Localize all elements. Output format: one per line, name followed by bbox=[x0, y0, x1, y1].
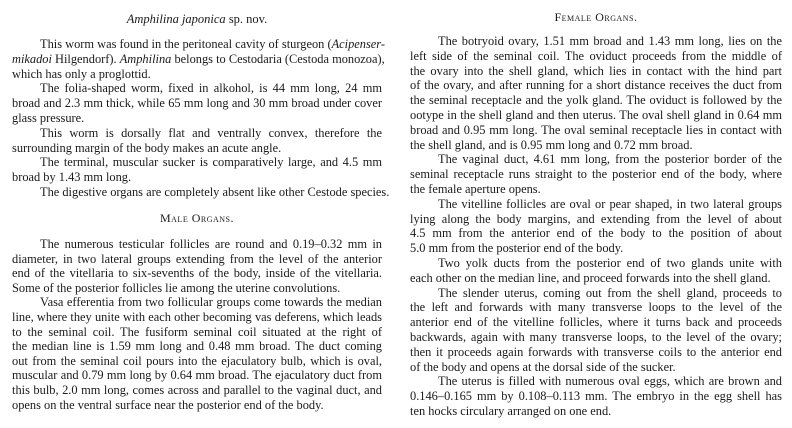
text-span: anterior end of the vitelline follicles, where it turns back and proceeds bbox=[410, 315, 782, 330]
text-line bbox=[40, 126, 382, 140]
text-line bbox=[12, 111, 382, 125]
text-span: The numerous testicular follicles are round and 0.19–0.32 mm in bbox=[40, 237, 382, 251]
male-organs-heading: Male Organs. bbox=[159, 211, 234, 225]
text-span: The slender uterus, coming out from the shell gland, proceeds to bbox=[438, 285, 782, 300]
text-span: seminal receptacle runs straight to the posterior end of the body, where bbox=[410, 167, 782, 182]
text-line bbox=[12, 170, 382, 184]
text-line bbox=[40, 185, 390, 199]
text-line bbox=[410, 78, 782, 92]
text-span: diameter, in two lateral groups extending from the level of the anterior bbox=[12, 251, 382, 266]
text-span: The vaginal duct, 4.61 mm long, from the posterior border of the bbox=[438, 152, 782, 167]
text-line bbox=[40, 37, 386, 51]
text-line bbox=[410, 330, 782, 344]
text-span: Vasa efferentia from two follicular groups come towards the median bbox=[40, 295, 382, 310]
text-span: line, where they unite with each other becoming vas deferens, which leads bbox=[12, 310, 382, 324]
text-span: Two yolk ducts from the posterior end of two glands unite with bbox=[438, 256, 782, 270]
text-span: each other on the median line, and proceed forwards into the shell gland. bbox=[410, 270, 771, 285]
text-line bbox=[410, 138, 782, 152]
text-line bbox=[410, 182, 782, 196]
text-span: This worm is dorsally flat and ventrally convex, therefore the bbox=[40, 125, 382, 140]
text-span: which has only a proglottid. bbox=[12, 66, 151, 81]
text-line bbox=[410, 345, 782, 359]
text-span: the female aperture opens. bbox=[410, 182, 541, 196]
text-span: the median line is 1.59 mm long and 0.48 mm broad. The duct coming bbox=[12, 339, 382, 354]
text-line bbox=[410, 360, 782, 374]
text-line bbox=[12, 383, 382, 397]
text-line bbox=[12, 252, 382, 266]
text-line bbox=[410, 300, 782, 314]
text-line bbox=[40, 237, 382, 251]
text-span: The folia-shaped worm, fixed in alkohol, is 44 mm long, 24 mm bbox=[40, 81, 382, 96]
text-line bbox=[12, 141, 382, 155]
text-line bbox=[410, 108, 782, 122]
italic-text: Amphilina japonica bbox=[126, 12, 226, 26]
text-line bbox=[438, 286, 782, 300]
text-span: broad by 1.43 mm long. bbox=[12, 170, 132, 185]
text-span: to the seminal coil. The fusiform seminal coil situated at the right of bbox=[12, 324, 382, 339]
text-line bbox=[12, 67, 382, 81]
text-line bbox=[438, 197, 782, 211]
text-span: Some of the posterior follicles lie among the uterine convolutions. bbox=[12, 280, 341, 295]
text-line bbox=[410, 271, 782, 285]
text-span: The vitelline follicles are oval or pear shaped, in two lateral groups bbox=[438, 196, 782, 211]
text-line bbox=[410, 64, 782, 78]
text-line bbox=[410, 123, 782, 137]
text-line bbox=[12, 266, 382, 280]
italic-text: Amphilina bbox=[119, 51, 172, 66]
text-line bbox=[438, 152, 782, 166]
text-line bbox=[12, 281, 382, 295]
text-line bbox=[12, 354, 382, 368]
text-span: Hilgendorf). bbox=[51, 51, 120, 66]
text-span: belongs to Cestodaria (Cestoda monozoa), bbox=[171, 51, 385, 66]
text-span: muscular and 0.79 mm long by 0.64 mm broad. The ejaculatory duct from bbox=[12, 368, 382, 383]
text-span: out from the seminal coil pours into the ejaculatory bulb, which is oval, bbox=[12, 353, 382, 368]
text-line bbox=[410, 404, 782, 418]
text-line bbox=[12, 51, 385, 66]
text-span: end of the vitellaria to six-sevenths of the body, inside of the vitellaria. bbox=[12, 266, 382, 281]
text-span: this bulb, 2.0 mm long, comes across and parallel to the vaginal duct, and bbox=[12, 383, 382, 397]
text-line bbox=[40, 295, 382, 309]
text-span: the shell gland, and is 0.95 mm long and 0.72 mm broad. bbox=[410, 137, 693, 152]
text-line bbox=[438, 34, 782, 48]
text-line bbox=[410, 226, 782, 240]
text-line bbox=[410, 389, 782, 403]
text-line bbox=[40, 155, 382, 169]
text-line bbox=[410, 167, 782, 181]
text-span: the ovary into the shell gland, which lies in contact with the hind part bbox=[410, 63, 782, 78]
text-line bbox=[410, 49, 782, 63]
text-line bbox=[410, 93, 782, 107]
text-span: The terminal, muscular sucker is comparatively large, and 4.5 mm bbox=[40, 155, 382, 170]
italic-text: mikadoi bbox=[12, 51, 52, 66]
text-line bbox=[12, 310, 382, 324]
text-line bbox=[438, 256, 782, 270]
text-span: the left and forwards with many transverse loops to the level of the bbox=[410, 300, 782, 315]
text-span: of the body and opens at the dorsal side of the sucker. bbox=[410, 359, 676, 374]
text-line bbox=[12, 398, 382, 412]
text-span: broad and 2.3 mm thick, while 65 mm long and 30 mm broad under cover bbox=[12, 96, 382, 111]
text-line bbox=[410, 241, 782, 255]
text-span: The uterus is filled with numerous oval eggs, which are brown and bbox=[438, 374, 782, 389]
text-span: then it proceeds again forwards with transverse coils to the anterior end bbox=[410, 344, 782, 359]
text-span: the seminal receptacle and the yolk gland. The oviduct is followed by the bbox=[410, 93, 782, 108]
text-span: surrounding margin of the body makes an acute angle. bbox=[12, 140, 282, 155]
text-span: glass pressure. bbox=[12, 111, 85, 125]
species-title bbox=[12, 12, 382, 27]
text-line bbox=[438, 374, 782, 388]
text-span: 4.5 mm from the anterior end of the body to the position of about bbox=[410, 226, 782, 241]
text-span: backwards, again with many transverse loops, to the level of the ovary; bbox=[410, 330, 782, 344]
text-span: ootype in the shell gland and then uterus. The oval shell gland in 0.64 mm bbox=[410, 108, 782, 122]
text-span: sp. nov. bbox=[225, 12, 268, 26]
text-span: 5.0 mm from the posterior end of the body. bbox=[410, 241, 624, 256]
text-span: This worm was found in the peritoneal cavity of sturgeon ( bbox=[40, 37, 332, 51]
text-span: left side of the seminal coil. The oviduct proceeds from the middle of bbox=[410, 48, 782, 63]
text-span: 0.146–0.165 mm by 0.108–0.113 mm. The embryo in the egg shell has bbox=[410, 389, 782, 404]
text-span: broad and 0.95 mm long. The oval seminal receptacle lies in contact with bbox=[410, 122, 782, 137]
text-line bbox=[410, 212, 782, 226]
text-line bbox=[12, 368, 382, 382]
text-line bbox=[12, 325, 382, 339]
text-line bbox=[12, 96, 382, 110]
italic-text: Acipenser- bbox=[331, 37, 386, 51]
text-span: The digestive organs are completely absent like other Cestode species. bbox=[40, 185, 390, 199]
text-span: lying along the body margins, and extending from the level of about bbox=[410, 211, 782, 226]
text-span: The botryoid ovary, 1.51 mm broad and 1.43 mm long, lies on the bbox=[438, 34, 782, 48]
text-line bbox=[410, 315, 782, 329]
female-organs-heading: Female Organs. bbox=[554, 10, 638, 24]
text-span: opens on the ventral surface near the posterior end of the body. bbox=[12, 397, 324, 412]
text-line bbox=[40, 81, 382, 95]
text-span: ten hocks circulary arranged on one end. bbox=[410, 404, 612, 418]
text-line bbox=[12, 339, 382, 353]
text-span: of the ovary, and after running for a short distance receives the duct from bbox=[410, 78, 782, 93]
